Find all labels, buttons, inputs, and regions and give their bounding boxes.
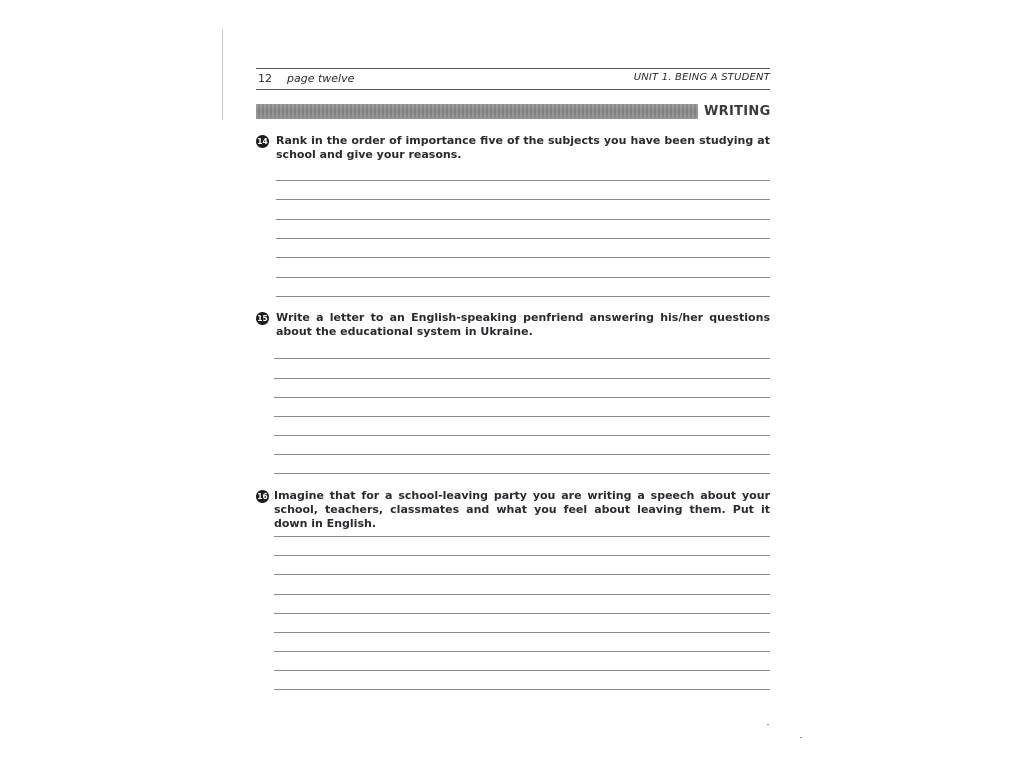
answer-line[interactable] [274, 473, 770, 474]
task-instruction: Write a letter to an English-speaking penfriend answering his/her questions about the educational system in Ukraine. [276, 311, 770, 338]
task-number-badge: 14 [257, 137, 268, 146]
task-14 [256, 134, 770, 304]
answer-line[interactable] [274, 555, 770, 556]
answer-line[interactable] [274, 536, 770, 537]
answer-line[interactable] [274, 651, 770, 652]
answer-line[interactable] [274, 632, 770, 633]
answer-line[interactable] [276, 296, 770, 297]
page-number: 12 [258, 72, 272, 85]
answer-line[interactable] [274, 574, 770, 575]
answer-line[interactable] [276, 238, 770, 239]
answer-line[interactable] [274, 670, 770, 671]
task-number-badge: 16 [257, 492, 268, 501]
task-15 [256, 311, 770, 481]
task-number-badge: 15 [257, 314, 268, 323]
task-instruction: Imagine that for a school-leaving party you are writing a speech about your school, teachers, classmates and what you feel about leaving them. Put it down in English. [274, 489, 770, 530]
header-top-rule [256, 68, 770, 69]
section-banner-bar [256, 104, 698, 119]
task-instruction: Rank in the order of importance five of the subjects you have been studying at school and give your reasons. [276, 134, 770, 161]
answer-line[interactable] [274, 613, 770, 614]
answer-line[interactable] [274, 397, 770, 398]
answer-line[interactable] [274, 594, 770, 595]
answer-line[interactable] [276, 199, 770, 200]
answer-line[interactable] [274, 378, 770, 379]
answer-line[interactable] [274, 416, 770, 417]
header-bottom-rule [256, 89, 770, 90]
task-16 [256, 489, 770, 699]
answer-line[interactable] [274, 435, 770, 436]
page-edge-line [222, 30, 223, 120]
page-number-words: page twelve [287, 72, 355, 85]
answer-line[interactable] [276, 180, 770, 181]
answer-line[interactable] [274, 689, 770, 690]
answer-line[interactable] [276, 277, 770, 278]
answer-line[interactable] [276, 219, 770, 220]
unit-title: UNIT 1. BEING A STUDENT [633, 72, 770, 83]
answer-line[interactable] [274, 358, 770, 359]
section-title: WRITING [704, 104, 771, 119]
scan-speck [767, 724, 769, 725]
scan-speck [800, 737, 802, 738]
answer-line[interactable] [274, 454, 770, 455]
answer-line[interactable] [276, 257, 770, 258]
